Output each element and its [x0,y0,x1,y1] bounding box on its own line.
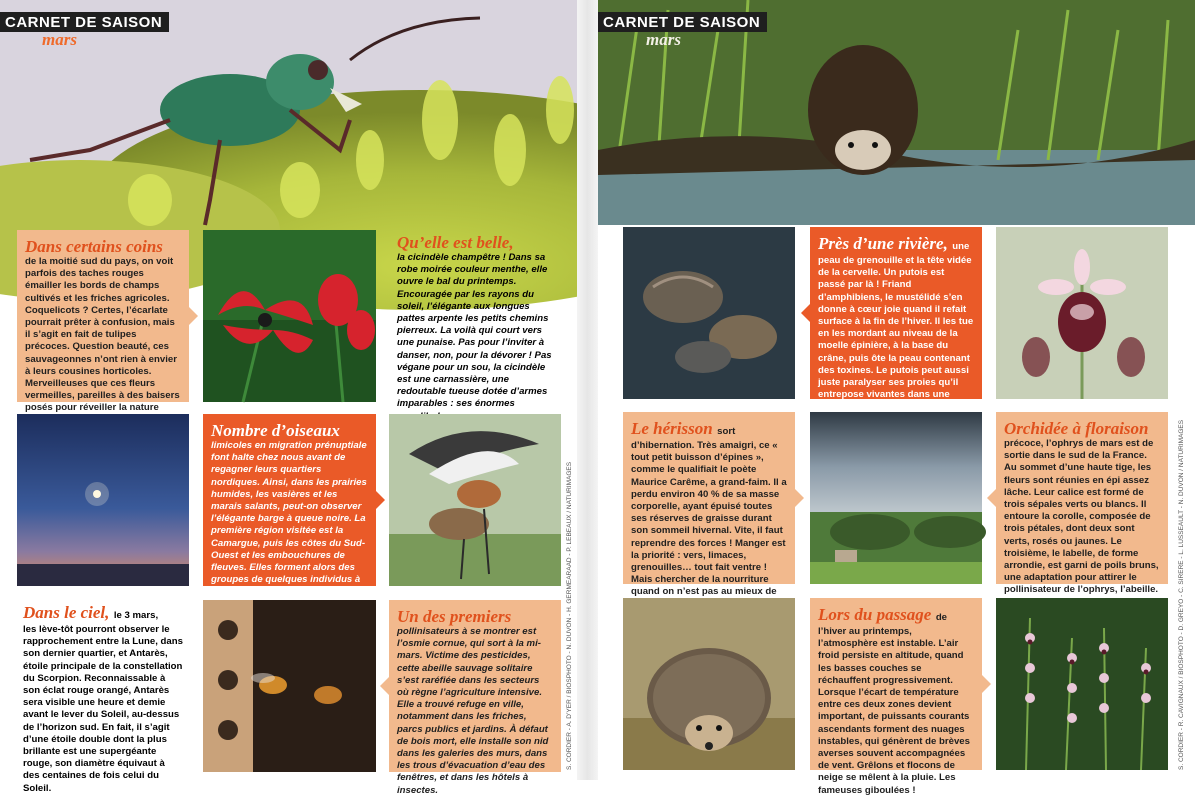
mason-bee-photo [203,600,376,772]
article-heading: Près d’une rivière, [818,234,948,253]
article-text: peau de grenouille et la tête vidée de la cervelle. Un putois est passé par là ! Friand d’amphibiens, le mustélidé s’en donne à cœur joie quand il refait surface à la fin de l’hiver. Il les tue en les mordant au niveau de la moelle épinière, à la base du crâne, puis ôte la peau contenant des toxines. Le putois peut aussi juste paralyser ses proies qu’il entrepose vivantes dans une cache, appelée « carnage », pour [818,255,974,413]
article-text: d’hibernation. Très amaigri, ce « tout petit buisson d’épines », comme le qualifiait le poète Maurice Carême, a grand-faim. Il a perdu environ 40 % de sa masse corporelle, ayant épuisé toutes ses réserves de graisse durant son sommeil hivernal. Vite, il faut reprendre des forces ! Manger est la priorité : vers, limaces, grenouilles… tout fait ventre ! Mais chercher de la nourriture quand on n’est pas au mieux de [631,440,787,598]
article-text: l’hiver au printemps, l’atmosphère est instable. L’air froid persiste en altitude, quand les basses couches se réchauffent progressivement. Lorsque l’écart de température entre ces deux zones devient important, de puissants courants ascendants forment des nuages instables, qui génèrent de brèves averses souvent accompagnées de vent. Grêlons et flocons de neige se mêlent à la pluie. Les fameuses giboulées ! [818,626,970,796]
article-showers [810,598,982,796]
article-heading: Dans le ciel, [23,603,110,622]
orchid-photo [996,227,1168,399]
article-hedgehog [623,412,795,598]
article-heading: Nombre d’oiseaux [211,421,340,440]
brand-tag: CARNET DE SAISON [598,12,767,32]
article-heading: Dans certains coins [25,237,163,256]
photo-credits: S. CORDIER - A. D’YER / BIOSPHOTO - N. DUVON - H. GERMEARAAD - P. LEBEAUX / NATURIMAGES [566,461,573,770]
article-heading: Le hérisson [631,419,713,438]
left-page [0,0,597,796]
photo-credits: S. CORDIER - R. CAVIGNAUX / BIOSPHOTO - D. GREYO - C. SIRERE - L. LUSSEAULT - N. DUVON / NATURIMAGES [1178,419,1185,770]
brand-header [598,12,767,50]
article-beetle [389,230,561,410]
article-sky [17,600,189,794]
hedgehog-photo [623,598,795,770]
article-inline: sort [717,426,736,437]
frog-remains-photo [623,227,795,399]
article-heading: Qu’elle est belle, [397,233,514,252]
brand-tag: CARNET DE SAISON [0,12,169,32]
article-text: de la moitié sud du pays, on voit parfois des taches rouges émailler les bords de champs cultivés et les friches agricoles. Coquelicots ? Certes, l’écarlate pourrait prêter à confusion, mais il s’agit en fait de tulipes précoces. Question beauté, ces sauvageonnes n’ont rien à envier à leurs cousines horticoles. Merveilleuses que ces fleurs vermeilles, pareilles à des baisers posés pour réveiller la nature [25,256,180,414]
article-bee [389,600,561,796]
article-text: limicoles en migration prénuptiale font halte chez nous avant de regagner leurs quartiers nordiques. Ainsi, dans les prairies humides, les vasières et les marais salants, peut-on observer l’élégante barge à queue noire. La première région visitée est la Camargue, puis les côtes du Sud-Ouest et les embouchures de fleuves. Elles forment alors des groupes de quelques individus à plusieurs milliers. [211,440,367,598]
article-birds [203,414,376,598]
article-inline: une [952,241,970,252]
godwit-photo [389,414,561,586]
month-label: mars [42,30,77,49]
article-inline: de [935,612,948,623]
right-page [598,0,1195,796]
article-text: précoce, l’ophrys de mars est de sortie dans le sud de la France. Au sommet d’une haute tige, les fleurs sont réunies en épi assez lâche. Leur calice est formé de trois sépales verts ou blancs. Il entoure la corolle, composée de trois pétales, dont deux sont verts, rosés ou jaunes. Le troisième, le labelle, de forme arrondie, est garni de poils bruns, une adaptation pour attirer le pollinisateur de l’ophrys, l’abeille. [1004,438,1159,596]
article-polecat [810,227,982,413]
article-text: les lève-tôt pourront observer le rapprochement entre la Lune, dans son dernier quartier, et Antarès, étoile principale de la constellation du Scorpion. Reconnaissable à son éclat rouge orangé, Antarès sera visible une heure et demie avant le lever du Soleil, au-dessus de l’horizon sud. En fait, il s’agit d’une étoile double dont la plus brillante est une supergéante rouge, son diamètre équivaut à des centaines de fois celui du Soleil. [23,624,183,794]
article-text: la cicindèle champêtre ! Dans sa robe moirée couleur menthe, elle ouvre le bal du printemps. Encouragée par les rayons du soleil, l’élégante aux longues pattes arpente les petits chemins pierreux. La voilà qui court vers une punaise. Pas pour l’inviter à danser, non, pour la dévorer ! Pas végane pour un sou, la cicindèle est une carnassière, une redoutable tueuse dotée d’armes imparables : ses énormes [397,252,552,410]
article-text: pollinisateurs à se montrer est l’osmie cornue, qui sort à la mi-mars. Victime des pesticides, cette abeille sauvage solitaire s’est raréfiée dans les secteurs où règne l’agriculture intensive. Elle a trouvé refuge en ville, notamment dans les friches, parcs publics et jardins. À défaut de bois mort, elle installe son nid dans les galeries des murs, dans les trous d’évacuation d’eau des fenêtres, et dans les hôtels à insectes. [397,626,549,796]
tulips-photo [203,230,376,402]
brand-header [0,12,169,50]
article-heading: Orchidée à floraison [1004,419,1149,438]
moon-sky-photo [17,414,189,586]
article-tulips [17,230,189,414]
article-heading: Un des premiers [397,607,512,626]
page-gutter [577,0,598,780]
article-inline: le 3 mars, [113,610,159,621]
stormy-landscape-photo [810,412,982,584]
month-label: mars [646,30,681,49]
article-orchid [996,412,1168,596]
orchid-field-photo [996,598,1168,770]
article-heading: Lors du passage [818,605,932,624]
